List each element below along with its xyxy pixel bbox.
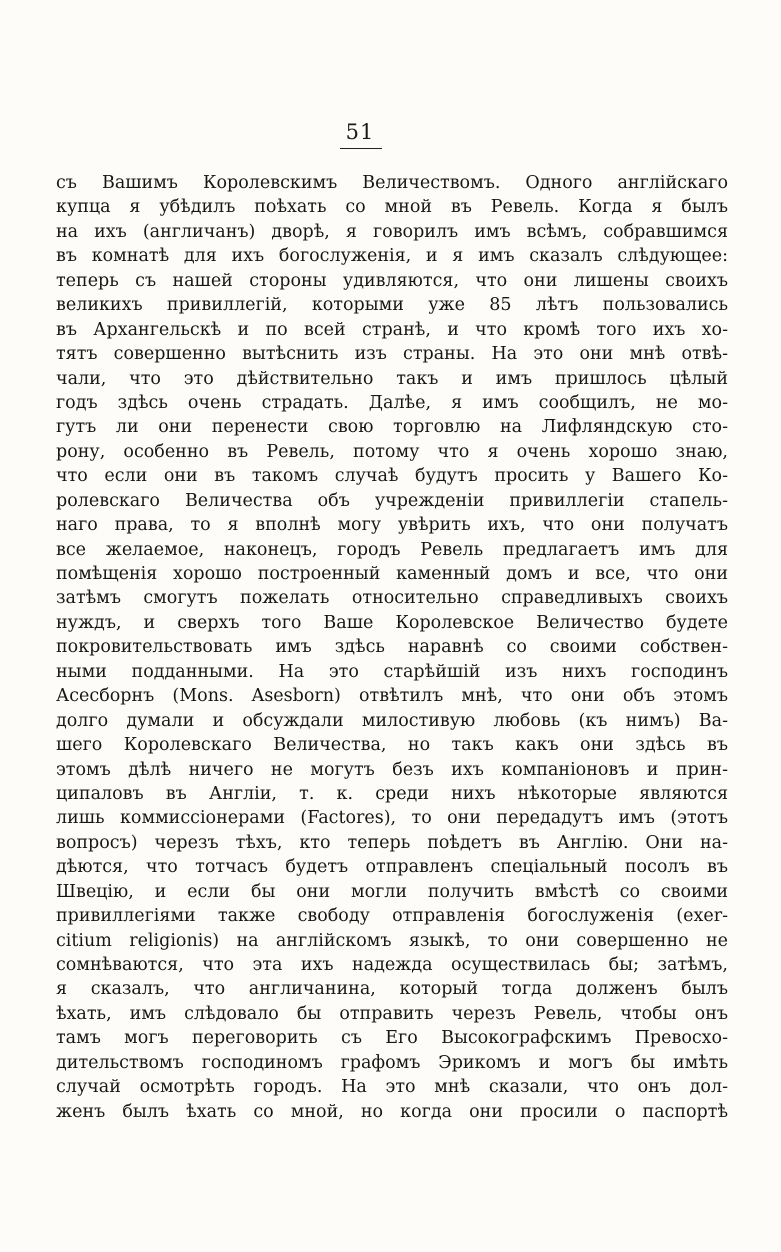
text-line: женъ былъ ѣхать со мной, но когда они просили о паспортѣ — [56, 1101, 728, 1122]
text-line: долго думали и обсуждали милостивую любовь (къ нимъ) Ва- — [56, 710, 728, 731]
text-line: ными подданными. На это старѣйшій изъ нихъ господинъ — [56, 661, 728, 682]
text-line: тятъ совершенно вытѣснить изъ страны. На это они мнѣ отвѣ- — [56, 344, 728, 365]
text-line: рону, особенно въ Ревель, потому что я очень хорошо знаю, — [56, 441, 728, 462]
body-text — [56, 171, 728, 1124]
page-number-rule — [340, 148, 382, 149]
text-line: Асесборнъ (Mons. Asesborn) отвѣтилъ мнѣ, что они объ этомъ — [56, 686, 728, 707]
text-line: помѣщенія хорошо построенный каменный домъ и все, что они — [56, 564, 728, 584]
text-line: наго права, то я вполнѣ могу увѣрить ихъ, что они получатъ — [56, 515, 728, 536]
text-line: все желаемое, наконецъ, городъ Ревель предлагаетъ имъ для — [56, 539, 728, 560]
text-line: тамъ могъ переговорить съ Его Высокографскимъ Превосхо- — [56, 1028, 728, 1049]
text-line: ролевскаго Величества объ учрежденіи привиллегіи стапель- — [56, 490, 728, 511]
text-line: затѣмъ смогутъ пожелать относительно справедливыхъ своихъ — [56, 588, 728, 609]
text-line: привиллегіями также свободу отправленія богослуженія (exer- — [56, 906, 728, 927]
text-line: купца я убѣдилъ поѣхать со мной въ Ревель. Когда я былъ — [56, 197, 728, 218]
text-line: лишь коммиссіонерами (Factores), то они передадутъ имъ (этотъ — [56, 808, 728, 829]
text-line: citium religionis) на англійскомъ языкѣ, то они совершенно не — [56, 930, 728, 951]
text-line: чали, что это дѣйствительно такъ и имъ пришлось цѣлый — [56, 368, 728, 389]
text-line: великихъ привиллегій, которыми уже 85 лѣтъ пользовались — [56, 295, 728, 316]
text-line: дѣются, что тотчасъ будетъ отправленъ спеціальный посолъ въ — [56, 857, 728, 878]
text-line: вопросъ) черезъ тѣхъ, кто теперь поѣдетъ въ Англію. Они на- — [56, 832, 728, 853]
text-line: этомъ дѣлѣ ничего не могутъ безъ ихъ компаніоновъ и прин- — [56, 759, 728, 780]
text-line: годъ здѣсь очень страдать. Далѣе, я имъ сообщилъ, не мо- — [56, 392, 728, 413]
text-line: сомнѣваются, что эта ихъ надежда осуществилась бы; затѣмъ, — [56, 955, 728, 975]
text-line: гутъ ли они перенести свою торговлю на Лифляндскую сто- — [56, 417, 728, 438]
text-line: въ комнатѣ для ихъ богослуженія, и я имъ сказалъ слѣдующее: — [56, 246, 728, 267]
text-line: случай осмотрѣть городъ. На это мнѣ сказали, что онъ дол- — [56, 1077, 728, 1098]
text-line: дительствомъ господиномъ графомъ Эрикомъ и могъ бы имѣть — [56, 1052, 728, 1073]
text-line: ѣхать, имъ слѣдовало бы отправить черезъ Ревель, чтобы онъ — [56, 1003, 728, 1024]
text-line: Швецію, и если бы они могли получить вмѣстѣ со своими — [56, 881, 728, 902]
text-line: ципаловъ въ Англіи, т. к. среди нихъ нѣкоторые являются — [56, 783, 728, 804]
text-line: на ихъ (англичанъ) дворѣ, я говорилъ имъ всѣмъ, собравшимся — [56, 221, 728, 242]
text-line: теперь съ нашей стороны удивляются, что они лишены своихъ — [56, 270, 728, 291]
text-line: въ Архангельскѣ и по всей странѣ, и что кромѣ того ихъ хо- — [56, 319, 728, 340]
page-number: 51 — [345, 120, 375, 144]
text-line: съ Вашимъ Королевскимъ Величествомъ. Одного англійскаго — [56, 173, 728, 193]
text-line: покровительствовать имъ здѣсь наравнѣ со своими собствен- — [56, 637, 728, 658]
text-line: я сказалъ, что англичанина, который тогда долженъ былъ — [56, 979, 728, 1000]
text-line: нуждъ, и сверхъ того Ваше Королевское Величество будете — [56, 612, 728, 633]
text-line: шего Королевскаго Величества, но такъ какъ они здѣсь въ — [56, 735, 728, 756]
text-line: что если они въ такомъ случаѣ будутъ просить у Вашего Ко- — [56, 466, 728, 487]
